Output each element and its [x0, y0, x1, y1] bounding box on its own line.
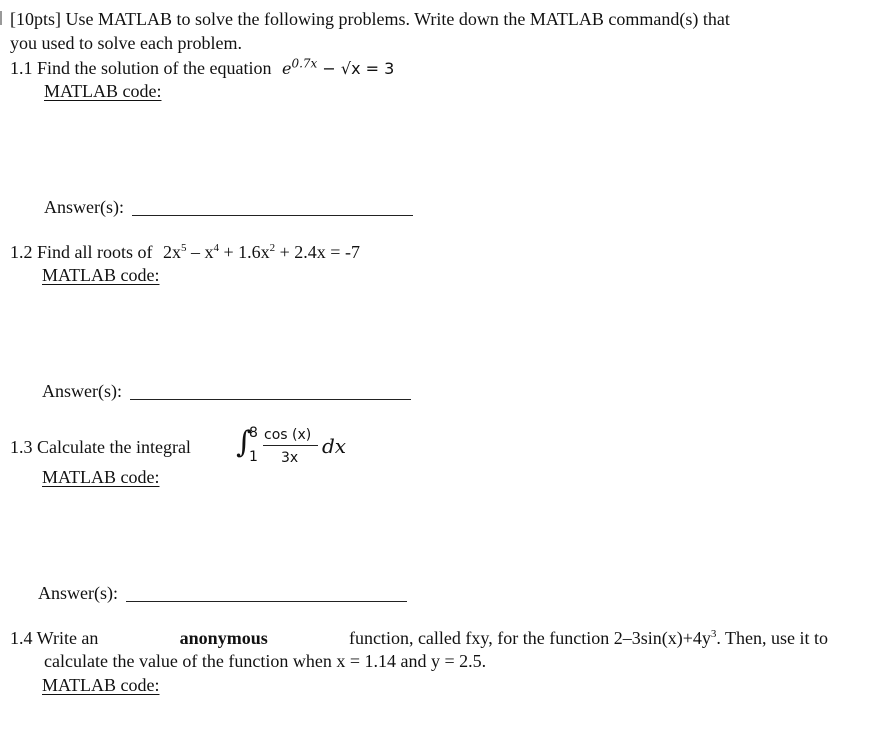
answer-line-3[interactable] [126, 601, 407, 602]
answer-line-2[interactable] [130, 399, 411, 400]
integral-expression [236, 424, 366, 474]
integral-upper-limit: 8 [249, 425, 258, 441]
problem-1-2-text: 1.2 Find all roots of [10, 242, 153, 262]
eq-exp-1: 5 [181, 242, 187, 254]
eq-term-4: + 2.4x = -7 [275, 242, 360, 262]
integral-dx: dx [322, 434, 347, 458]
problem-1-4-line-2: calculate the value of the function when x = 1.14 and y = 2.5. [44, 651, 487, 671]
integral-lower-limit: 1 [249, 449, 258, 465]
p4-mid [349, 629, 828, 647]
p4-mid-text: function, called fxy, for the function 2–3sin(x)+4y [348, 628, 711, 648]
problem-1-1-text: 1.1 Find the solution of the equation [10, 58, 272, 78]
integral-sign: ∫ [236, 425, 252, 460]
eq-term-2: – x [186, 242, 214, 262]
equation-1-1-rest: − √x = 3 [317, 59, 395, 78]
answer-label-3: Answer(s): [38, 583, 118, 603]
header-line-1: [10pts] Use MATLAB to solve the following problems. Write down the MATLAB command(s) that [10, 9, 730, 29]
p4-word-prefix: 1.4 Write an [10, 628, 99, 648]
eq-exp-2: 4 [213, 242, 219, 254]
problem-1-2 [10, 243, 360, 261]
p4-end-text: . Then, use it to [716, 628, 828, 648]
left-margin-mark [0, 11, 2, 25]
integrand-numerator [264, 428, 311, 442]
answer-label-1: Answer(s): [44, 197, 124, 217]
eq-term-3: + 1.6x [219, 242, 270, 262]
problem-1-4-line-1 [10, 629, 828, 647]
integrand-numerator-text: cos (x) [264, 427, 312, 443]
answer-line-1[interactable] [132, 215, 413, 216]
matlab-code-label-1: MATLAB code: [44, 81, 162, 101]
p4-exponent: 3 [710, 628, 717, 640]
equation-1-2 [163, 242, 360, 262]
integrand-denominator: 3x [281, 450, 299, 466]
eq-term-1: 2x [163, 242, 181, 262]
matlab-code-label-4: MATLAB code: [42, 675, 160, 695]
equation-1-1 [281, 56, 395, 78]
matlab-code-label-3: MATLAB code: [42, 467, 160, 487]
answer-label-2: Answer(s): [42, 381, 122, 401]
p4-bold-anonymous: anonymous [179, 628, 268, 648]
equation-1-1-base: e [281, 59, 292, 78]
header-line-2: you used to solve each problem. [10, 33, 242, 53]
matlab-code-label-2: MATLAB code: [42, 265, 160, 285]
fraction-bar [263, 445, 318, 446]
problem-1-1 [10, 56, 395, 78]
problem-1-3-text: 1.3 Calculate the integral [10, 437, 191, 457]
equation-1-1-exponent: 0.7x [291, 56, 318, 71]
eq-exp-3: 2 [269, 242, 276, 254]
